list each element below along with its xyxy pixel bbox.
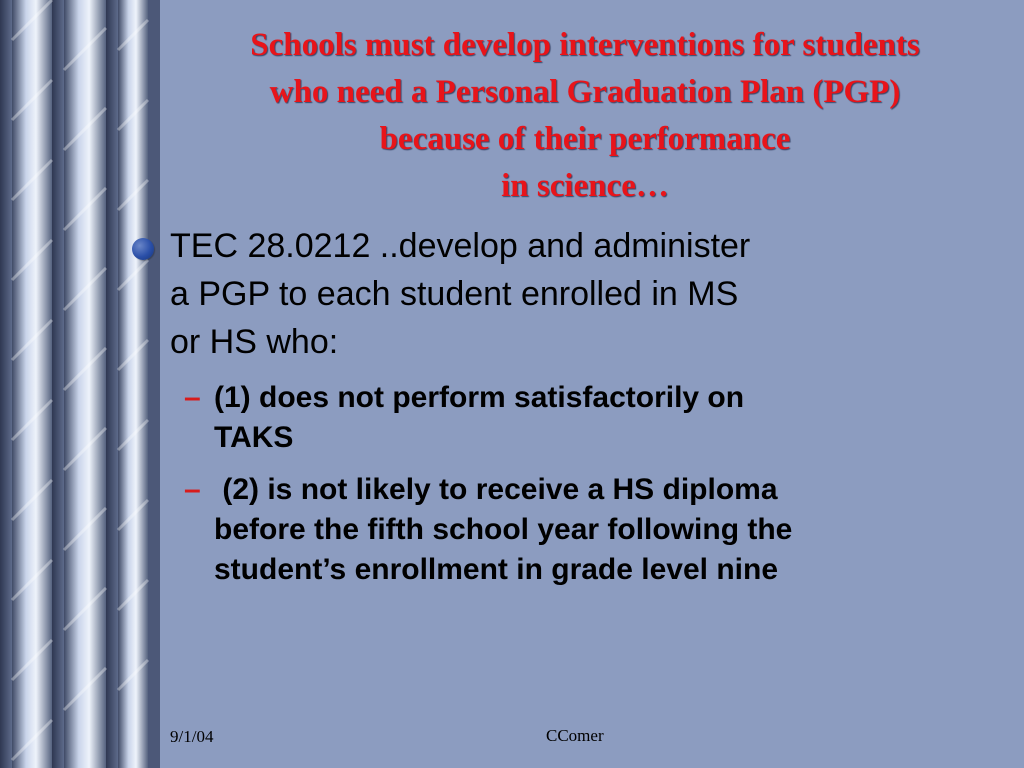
bullet-item: [132, 222, 1000, 366]
title-line: because of their performance: [379, 121, 791, 157]
slide-body: [170, 222, 1000, 590]
slide-title: [170, 22, 1000, 210]
title-line: in science…: [501, 168, 669, 204]
bullet-line: a PGP to each student enrolled in MS: [170, 275, 739, 313]
sub-bullet-item: [184, 378, 1000, 458]
title-line: Schools must develop interventions for students: [250, 27, 920, 63]
sub-bullet-text: [214, 378, 1000, 458]
footer-author: CComer: [546, 726, 604, 745]
sub-bullet-line: (2) is not likely to receive a HS diploma: [214, 473, 778, 506]
sub-bullet-line: student’s enrollment in grade level nine: [214, 553, 779, 586]
footer-date: 9/1/04: [170, 727, 214, 746]
decorative-left-border: [0, 0, 160, 768]
bullet-line: TEC 28.0212 ..develop and administer: [170, 227, 751, 265]
sub-bullet-item: [184, 470, 1000, 590]
dash-icon: –: [184, 473, 201, 506]
sub-bullet-line: (1) does not perform satisfactorily on: [214, 381, 745, 414]
sub-bullet-line: before the fifth school year following the: [214, 513, 793, 546]
title-line: who need a Personal Graduation Plan (PGP): [269, 74, 901, 110]
bullet-icon: [132, 238, 154, 260]
sub-bullet-text: [214, 470, 1000, 590]
bullet-line: or HS who:: [170, 323, 339, 361]
dash-icon: –: [184, 381, 201, 414]
bullet-text: [170, 222, 1000, 366]
sub-bullet-line: TAKS: [214, 421, 294, 454]
